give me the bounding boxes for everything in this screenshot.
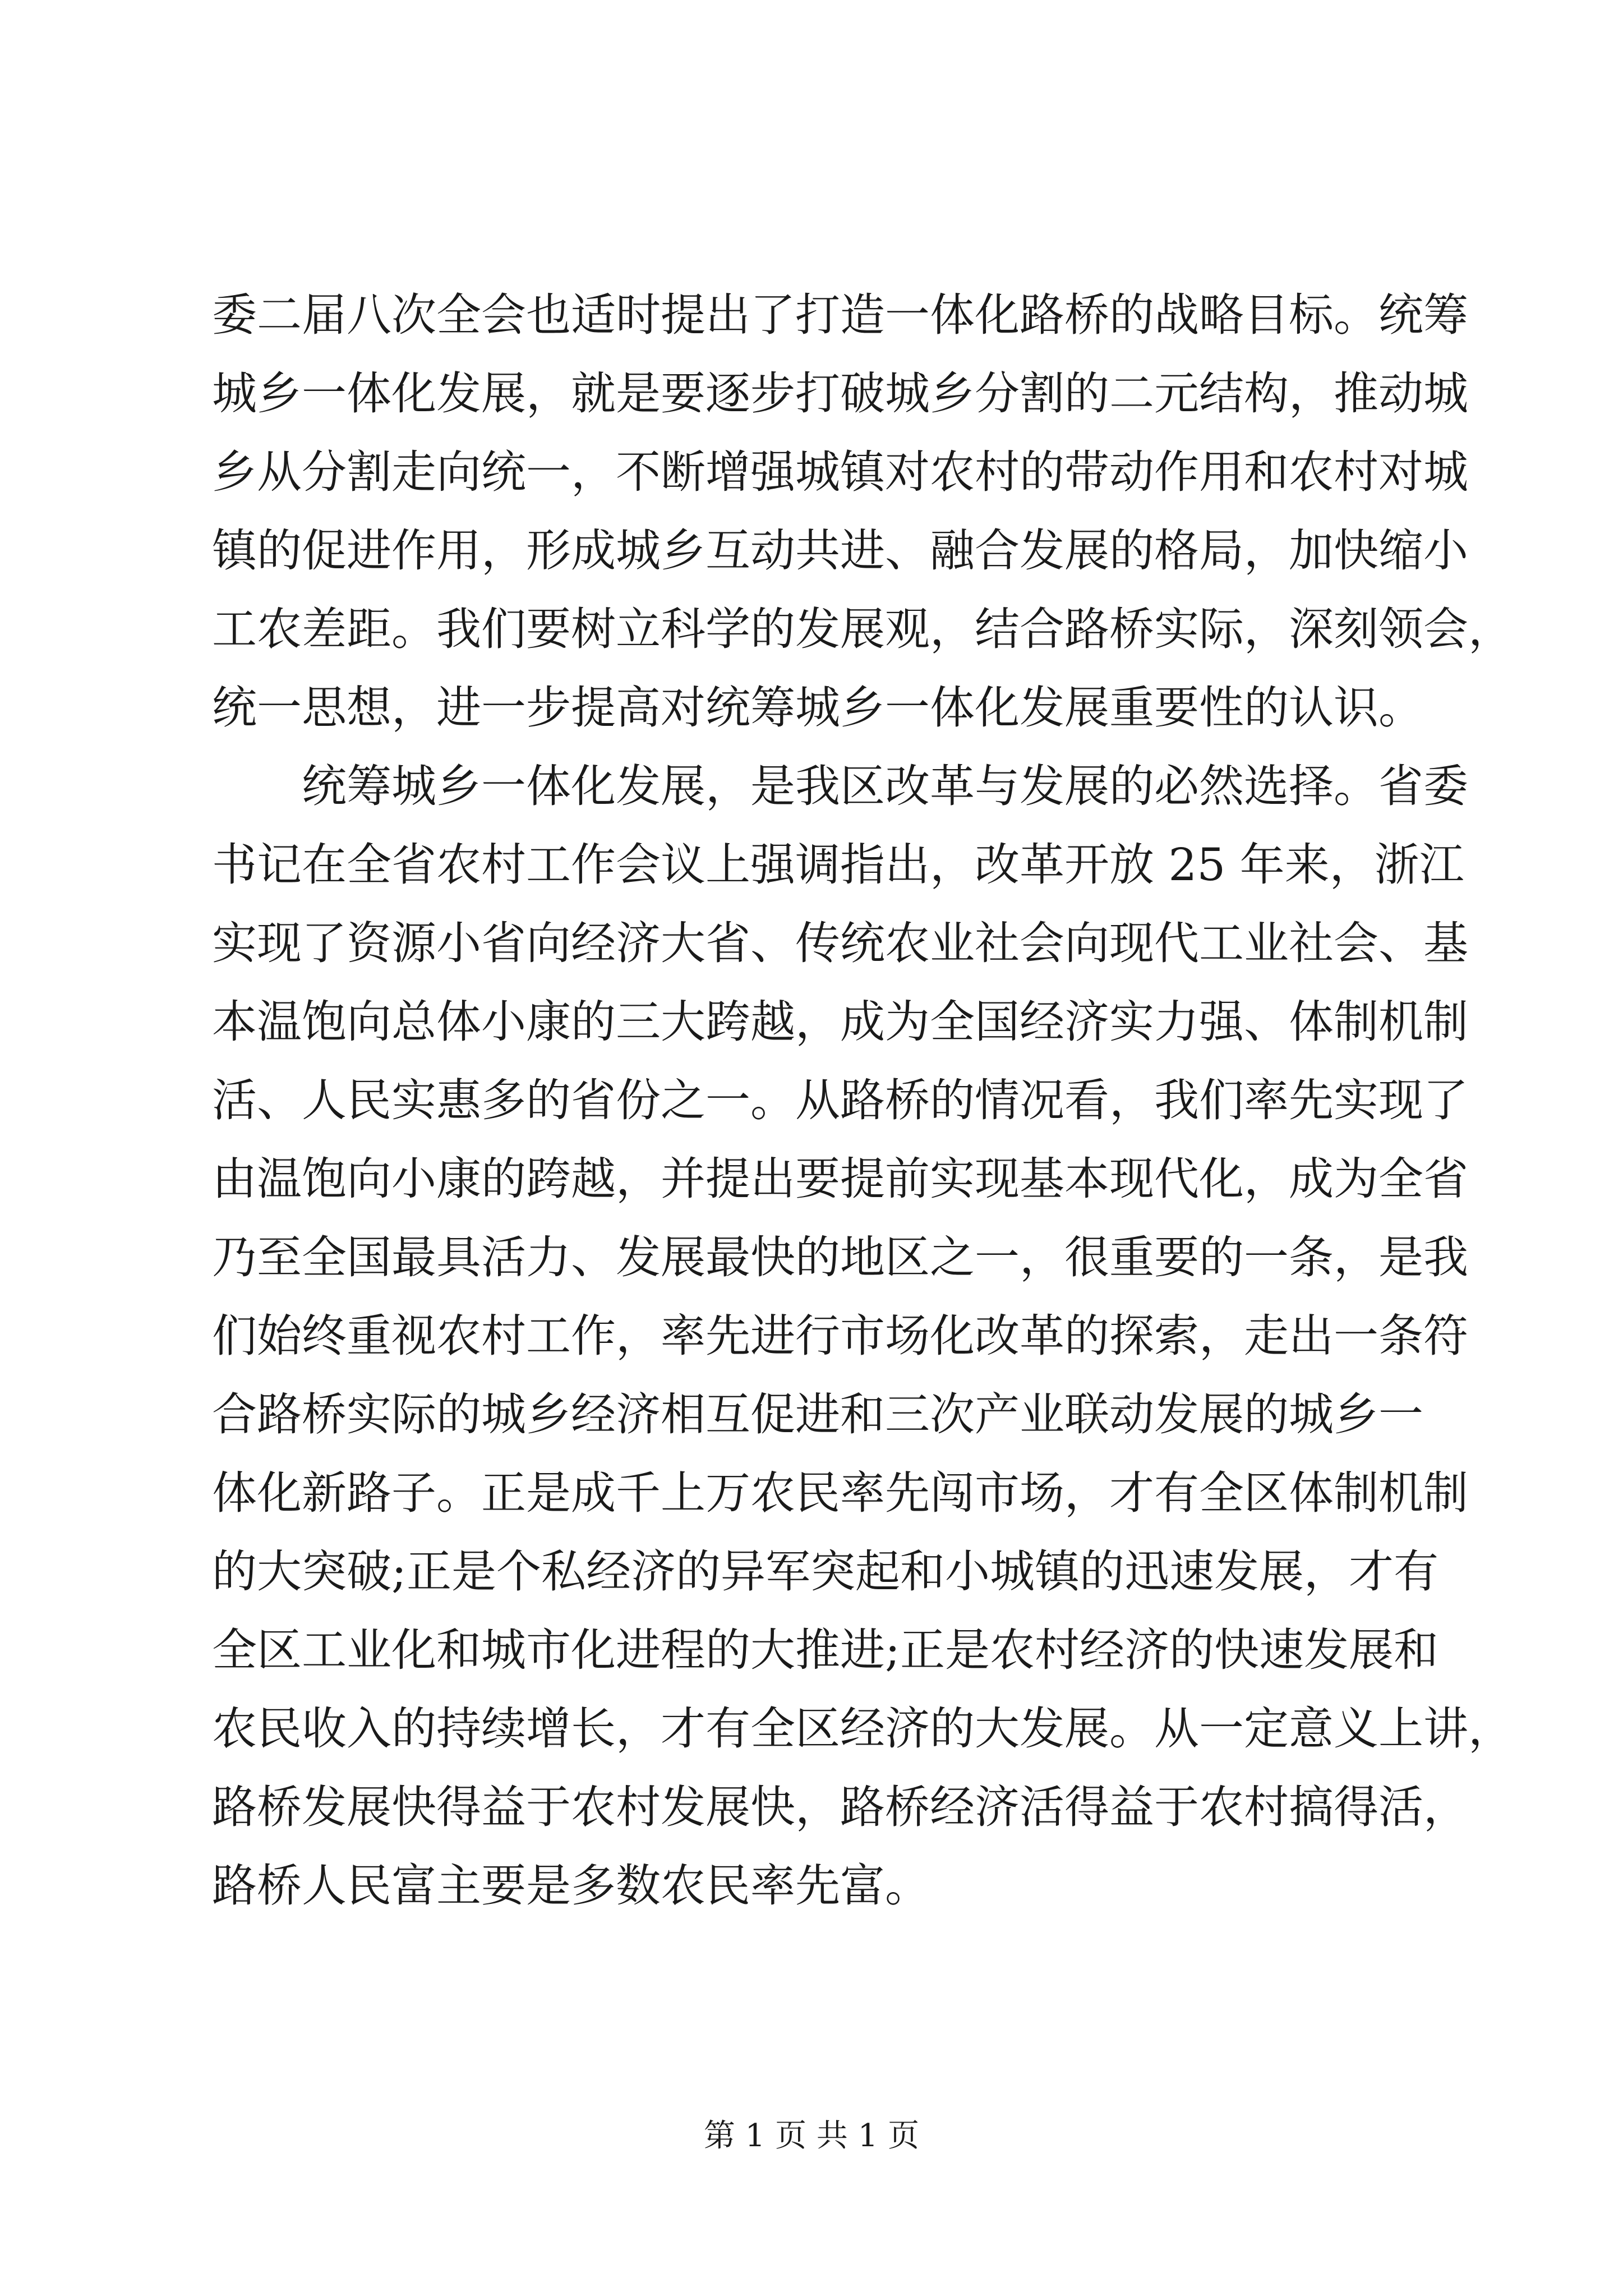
- page-number-label: 第 1 页 共 1 页: [703, 2118, 920, 2154]
- text-line: 镇的促进作用，形成城乡互动共进、融合发展的格局，加快缩小: [212, 524, 1468, 577]
- text-line: 体化新路子。正是成千上万农民率先闯市场，才有全区体制机制: [212, 1467, 1468, 1519]
- body-text: [212, 276, 1513, 1925]
- text-line: 统一思想，进一步提高对统筹城乡一体化发展重要性的认识。: [212, 682, 1423, 734]
- text-line: 委二届八次全会也适时提出了打造一体化路桥的战略目标。统筹: [212, 289, 1468, 341]
- text-line: 乃至全国最具活力、发展最快的地区之一，很重要的一条，是我: [212, 1231, 1468, 1283]
- text-line: 农民收入的持续增长，才有全区经济的大发展。从一定意义上讲，: [212, 1703, 1513, 1755]
- text-line: 工农差距。我们要树立科学的发展观，结合路桥实际，深刻领会，: [212, 603, 1513, 655]
- text-line: 们始终重视农村工作，率先进行市场化改革的探索，走出一条符: [212, 1310, 1468, 1362]
- paragraph-1: [212, 276, 1513, 747]
- text-line: 活、人民实惠多的省份之一。从路桥的情况看，我们率先实现了: [212, 1074, 1468, 1126]
- paragraph-2: [212, 747, 1513, 1925]
- text-line: 城乡一体化发展，就是要逐步打破城乡分割的二元结构，推动城: [212, 367, 1468, 420]
- text-line: 乡从分割走向统一，不断增强城镇对农村的带动作用和农村对城: [212, 446, 1468, 498]
- text-line: 路桥人民富主要是多数农民率先富。: [212, 1860, 930, 1912]
- text-line: 由温饱向小康的跨越，并提出要提前实现基本现代化，成为全省: [212, 1153, 1468, 1205]
- text-line: 实现了资源小省向经济大省、传统农业社会向现代工业社会、基: [212, 917, 1468, 969]
- text-line: 本温饱向总体小康的三大跨越，成为全国经济实力强、体制机制: [212, 996, 1468, 1048]
- text-line: 的大突破;正是个私经济的异军突起和小城镇的迅速发展，才有: [212, 1545, 1438, 1598]
- page-footer: [0, 2114, 1623, 2159]
- text-line: 路桥发展快得益于农村发展快，路桥经济活得益于农村搞得活，: [212, 1781, 1468, 1833]
- text-line: 统筹城乡一体化发展，是我区改革与发展的必然选择。省委: [212, 760, 1468, 812]
- text-line: 全区工业化和城市化进程的大推进;正是农村经济的快速发展和: [212, 1624, 1438, 1676]
- text-line: 书记在全省农村工作会议上强调指出，改革开放 25 年来，浙江: [212, 839, 1464, 891]
- text-line: 合路桥实际的城乡经济相互促进和三次产业联动发展的城乡一: [212, 1388, 1423, 1441]
